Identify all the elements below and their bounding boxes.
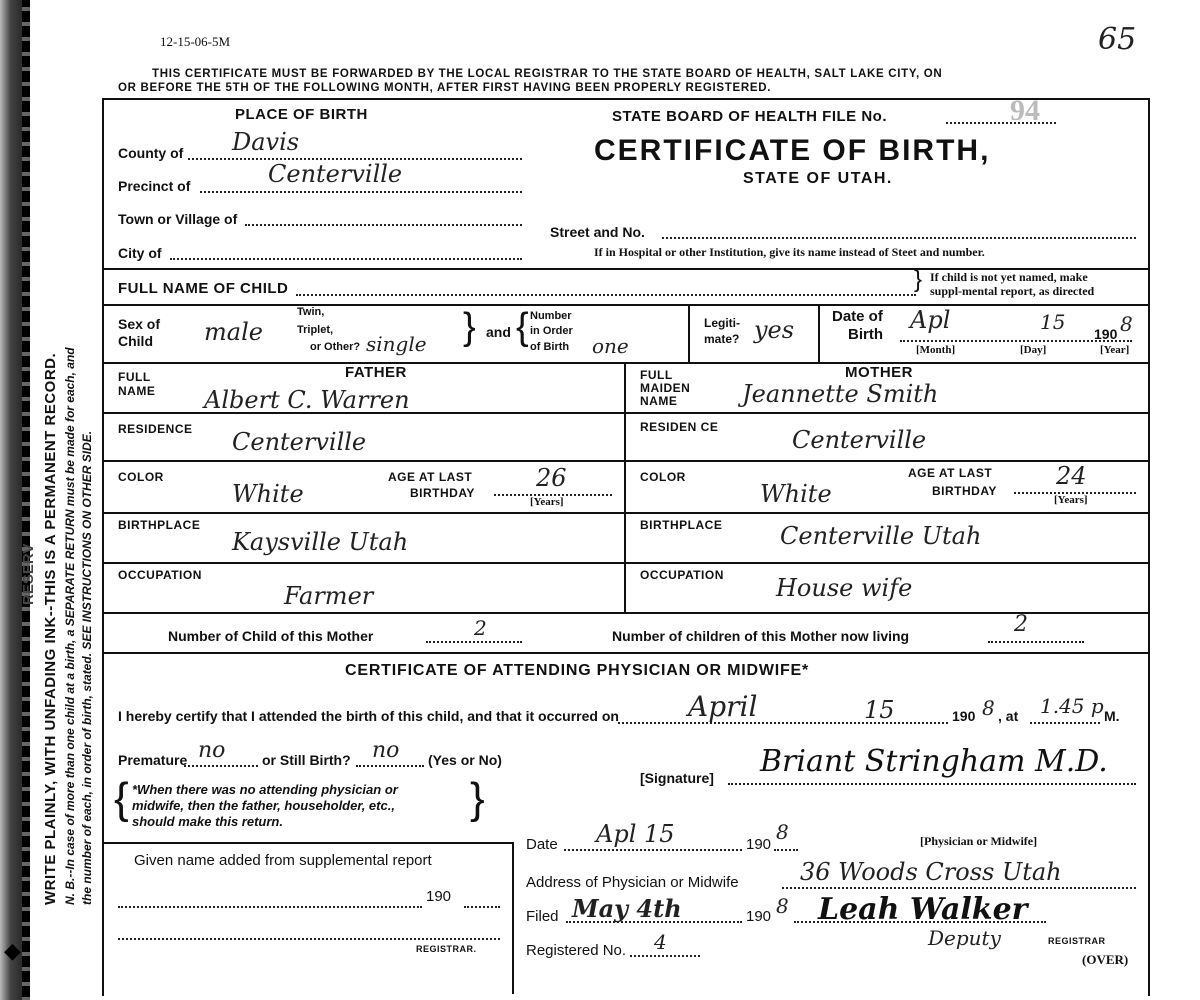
child-name-brace: } xyxy=(914,266,923,293)
town-label: Town or Village of xyxy=(118,211,238,227)
child-number-line xyxy=(426,641,522,643)
child-name-line xyxy=(296,294,916,296)
county-label: County of xyxy=(118,145,184,161)
file-number-label: STATE BOARD OF HEALTH FILE No. xyxy=(612,108,887,125)
dob-day-caption: [Day] xyxy=(1020,344,1047,356)
child-name-note-1: If child is not yet named, make xyxy=(930,270,1088,284)
premature-line xyxy=(184,765,258,767)
supplemental-year-line xyxy=(464,906,500,908)
supplemental-year: 190 xyxy=(426,888,452,905)
father-color-label: COLOR xyxy=(118,470,164,484)
number-label-3: of Birth xyxy=(530,341,570,353)
place-of-birth-heading: PLACE OF BIRTH xyxy=(235,106,368,123)
signature-value: Briant Stringham M.D. xyxy=(760,744,1108,779)
divider-birthplace-row xyxy=(102,562,1148,564)
father-name-value: Albert C. Warren xyxy=(204,386,410,414)
at-label: , at xyxy=(998,708,1019,724)
dob-day: 15 xyxy=(1040,310,1066,334)
dob-month: Apl xyxy=(910,306,951,334)
certify-month: April xyxy=(688,690,758,723)
city-line xyxy=(170,258,522,260)
divider-residence-row xyxy=(102,460,1148,462)
divider-occupation-row xyxy=(102,612,1148,614)
father-birthplace-label: BIRTHPLACE xyxy=(118,518,201,532)
town-line xyxy=(245,224,522,226)
time-value: 1.45 p xyxy=(1040,694,1104,718)
filed-label: Filed xyxy=(526,908,559,925)
certificate-title: CERTIFICATE OF BIRTH, xyxy=(594,134,991,167)
father-full-label: FULL xyxy=(118,370,151,384)
county-value: Davis xyxy=(232,128,300,156)
still-birth-label: or Still Birth? xyxy=(262,752,351,768)
twin-brace: } xyxy=(463,306,476,348)
supplemental-label: Given name added from supplemental report xyxy=(134,852,432,869)
divider-color-row xyxy=(102,512,1148,514)
children-living-value: 2 xyxy=(1014,612,1028,637)
twin-label-3: or Other? xyxy=(310,341,361,353)
divider-physician-top xyxy=(102,652,1148,654)
form-code: 12-15-06-5M xyxy=(160,34,231,49)
over-label: (OVER) xyxy=(1082,952,1129,967)
supplemental-line-2 xyxy=(118,938,500,940)
number-label-1: Number xyxy=(530,310,572,322)
address-label: Address of Physician or Midwife xyxy=(526,874,739,891)
father-heading: FATHER xyxy=(345,364,407,381)
registered-label: Registered No. xyxy=(526,942,627,959)
mother-maiden-label: MAIDEN xyxy=(640,381,691,395)
physician-caption: [Physician or Midwife] xyxy=(920,834,1038,848)
precinct-label: Precinct of xyxy=(118,178,191,194)
child-name-note-2: suppl-mental report, as directed xyxy=(930,284,1095,298)
date-year-suffix: 8 xyxy=(776,820,789,844)
filed-year-suffix: 8 xyxy=(776,894,789,918)
mother-residence-label: RESIDEN CE xyxy=(640,420,719,434)
certify-year-suffix: 8 xyxy=(982,696,995,720)
father-age-value: 26 xyxy=(536,464,567,492)
street-label: Street and No. xyxy=(550,224,645,240)
header-line-2: OR BEFORE THE 5TH OF THE FOLLOWING MONTH, AFTER FIRST HAVING BEEN PROPERLY REGISTERED. xyxy=(118,82,772,94)
father-birthplace-value: Kaysville Utah xyxy=(232,528,409,556)
child-number-value: 2 xyxy=(474,616,487,640)
street-note: If in Hospital or other Institution, give its name instead of Steet and number. xyxy=(594,245,985,259)
deputy-text: Deputy xyxy=(928,926,1001,950)
sex-label-2: Child xyxy=(118,333,153,349)
filed-year-prefix: 190 xyxy=(746,908,772,925)
filed-value: May 4th xyxy=(572,894,682,923)
divider-legit xyxy=(688,304,690,362)
signature-label: [Signature] xyxy=(640,770,714,786)
certify-text: I hereby certify that I attended the birth of this child, and that it occurred on xyxy=(118,708,619,724)
mother-age-label-2: BIRTHDAY xyxy=(932,484,997,498)
supplemental-box-right xyxy=(512,842,514,994)
time-m: M. xyxy=(1104,708,1120,724)
twin-value: single xyxy=(366,332,427,356)
registered-value: 4 xyxy=(654,930,667,954)
mother-birthplace-value: Centerville Utah xyxy=(780,522,982,550)
mother-residence-value: Centerville xyxy=(792,426,927,454)
date-year-line xyxy=(774,849,798,851)
sex-label-1: Sex of xyxy=(118,316,161,332)
dob-year-caption: [Year] xyxy=(1100,344,1130,356)
father-age-label-2: BIRTHDAY xyxy=(410,486,475,500)
number-value: one xyxy=(592,334,629,358)
father-residence-label: RESIDENCE xyxy=(118,422,193,436)
supplemental-box-top xyxy=(102,842,512,844)
dob-year-prefix: 190 xyxy=(1094,326,1118,342)
legit-label-1: Legiti- xyxy=(704,316,740,330)
date-label: Date xyxy=(526,836,558,853)
note-line-1: *When there was no attending physician or xyxy=(132,782,398,797)
time-line xyxy=(1030,722,1100,724)
still-birth-value: no xyxy=(372,738,400,763)
certify-date-line xyxy=(618,722,948,724)
sex-value: male xyxy=(204,318,263,346)
father-age-label-1: AGE AT LAST xyxy=(388,470,473,484)
side-instruction-nb: N. B.--In case of more than one child at a birth, a SEPARATE RETURN must be made for each, and xyxy=(63,347,77,905)
mother-birthplace-label: BIRTHPLACE xyxy=(640,518,723,532)
certify-year-prefix: 190 xyxy=(952,708,976,724)
father-occupation-value: Farmer xyxy=(284,582,374,610)
child-number-label: Number of Child of this Mother xyxy=(168,628,374,644)
header-line-1: THIS CERTIFICATE MUST BE FORWARDED BY THE LOCAL REGISTRAR TO THE STATE BOARD OF HEALTH, SALT LAKE CITY, ON xyxy=(152,68,943,80)
still-birth-line xyxy=(356,765,424,767)
divider-child-top xyxy=(102,304,1148,306)
dob-year-suffix: 8 xyxy=(1120,312,1133,336)
date-value: Apl 15 xyxy=(596,820,675,848)
certify-day: 15 xyxy=(864,696,895,724)
filing-registrar: REGISTRAR xyxy=(1048,936,1106,946)
child-name-label: FULL NAME OF CHILD xyxy=(118,280,289,297)
supplemental-registrar: REGISTRAR. xyxy=(416,944,477,954)
registered-line xyxy=(630,955,700,957)
father-occupation-label: OCCUPATION xyxy=(118,568,202,582)
mother-age-label-1: AGE AT LAST xyxy=(908,466,993,480)
father-name-label: NAME xyxy=(118,384,156,398)
mother-occupation-value: House wife xyxy=(776,574,913,602)
and-label: and xyxy=(486,324,511,340)
mother-age-value: 24 xyxy=(1056,462,1087,490)
precinct-value: Centerville xyxy=(268,160,403,188)
divider-parents xyxy=(624,362,626,612)
note-brace-left: { xyxy=(114,774,129,823)
side-instruction-main: WRITE PLAINLY, WITH UNFADING INK--THIS IS A PERMANENT RECORD. xyxy=(42,352,59,905)
mother-years-caption: [Years] xyxy=(1054,494,1088,506)
side-fragment: RESERV xyxy=(20,543,37,605)
children-living-label: Number of children of this Mother now living xyxy=(612,628,910,644)
mother-color-value: White xyxy=(760,480,832,508)
note-brace-right: } xyxy=(470,774,485,823)
file-number-value: 94 xyxy=(1010,94,1040,127)
mother-name-value: Jeannette Smith xyxy=(742,380,939,408)
mother-full-label: FULL xyxy=(640,368,673,382)
date-line xyxy=(564,849,742,851)
legit-value: yes xyxy=(754,316,795,344)
physician-heading: CERTIFICATE OF ATTENDING PHYSICIAN OR MIDWIFE* xyxy=(345,662,810,679)
dob-label-1: Date of xyxy=(832,308,883,325)
mother-color-label: COLOR xyxy=(640,470,686,484)
premature-label: Premature xyxy=(118,752,188,768)
mother-occupation-label: OCCUPATION xyxy=(640,568,724,582)
side-instruction-nb2: the number of each, in order of birth, stated. SEE INSTRUCTIONS ON OTHER SIDE. xyxy=(80,430,94,905)
children-living-line xyxy=(988,641,1084,643)
father-years-caption: [Years] xyxy=(530,496,564,508)
father-color-value: White xyxy=(232,480,304,508)
twin-label-2: Triplet, xyxy=(297,324,334,336)
date-year-prefix: 190 xyxy=(746,836,772,853)
corner-number: 65 xyxy=(1098,22,1137,57)
city-label: City of xyxy=(118,245,162,261)
street-line xyxy=(662,237,1136,239)
legit-label-2: mate? xyxy=(704,332,740,346)
address-line xyxy=(782,887,1136,889)
precinct-line xyxy=(200,191,522,193)
dob-month-caption: [Month] xyxy=(916,344,956,356)
supplemental-line-1 xyxy=(118,906,422,908)
torn-edge-shadow xyxy=(22,0,30,1000)
registrar-signature: Leah Walker xyxy=(818,892,1028,927)
father-residence-value: Centerville xyxy=(232,428,367,456)
signature-line xyxy=(728,783,1136,785)
number-brace: { xyxy=(516,306,529,348)
address-value: 36 Woods Cross Utah xyxy=(800,858,1062,886)
mother-heading: MOTHER xyxy=(845,364,913,381)
divider-dob xyxy=(818,304,820,362)
twin-label-1: Twin, xyxy=(297,306,325,318)
mother-name-label: NAME xyxy=(640,394,678,408)
state-subtitle: STATE OF UTAH. xyxy=(743,170,893,187)
premature-value: no xyxy=(198,738,226,763)
yes-no-label: (Yes or No) xyxy=(428,752,502,768)
dob-label-2: Birth xyxy=(848,326,883,343)
note-line-2: midwife, then the father, householder, etc., xyxy=(132,798,395,813)
number-label-2: in Order xyxy=(530,325,573,337)
note-line-3: should make this return. xyxy=(132,814,283,829)
bottom-mark: ◆ xyxy=(4,938,21,963)
